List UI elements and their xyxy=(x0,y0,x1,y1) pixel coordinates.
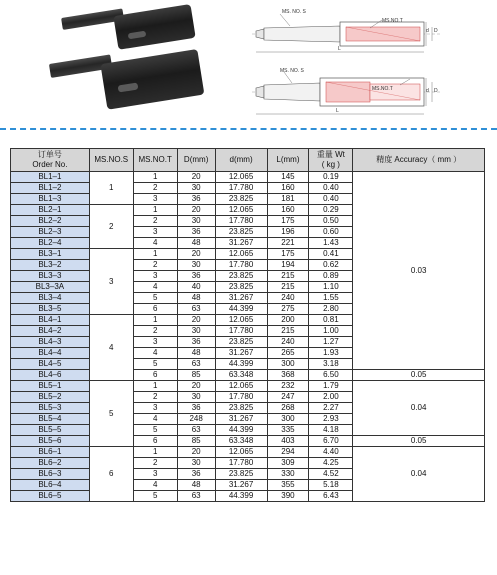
cell-d: 31.267 xyxy=(215,480,267,491)
cell-weight: 4.52 xyxy=(309,469,353,480)
cell-ms-t: 5 xyxy=(133,293,177,304)
table-row xyxy=(11,447,485,458)
cell-weight: 0.60 xyxy=(309,227,353,238)
cell-ms-t: 3 xyxy=(133,227,177,238)
cell-order-no: BL1–2 xyxy=(11,183,90,194)
cell-order-no: BL3–4 xyxy=(11,293,90,304)
cell-d: 31.267 xyxy=(215,238,267,249)
cell-L: 145 xyxy=(267,172,309,183)
cell-D: 30 xyxy=(177,260,215,271)
cell-order-no: BL2–3 xyxy=(11,227,90,238)
cell-ms-t: 2 xyxy=(133,326,177,337)
cell-weight: 0.62 xyxy=(309,260,353,271)
cell-weight: 2.80 xyxy=(309,304,353,315)
cell-order-no: BL3–3A xyxy=(11,282,90,293)
cell-L: 200 xyxy=(267,315,309,326)
cell-ms-t: 3 xyxy=(133,469,177,480)
cell-D: 40 xyxy=(177,282,215,293)
cell-order-no: BL5–2 xyxy=(11,392,90,403)
drawing-top-L-label: L xyxy=(338,46,341,52)
cell-accuracy: 0.04 xyxy=(353,381,485,436)
cell-d: 44.399 xyxy=(215,491,267,502)
cell-D: 63 xyxy=(177,425,215,436)
cell-ms-t: 2 xyxy=(133,183,177,194)
cell-ms-t: 4 xyxy=(133,480,177,491)
cell-D: 48 xyxy=(177,348,215,359)
cell-order-no: BL6–5 xyxy=(11,491,90,502)
cell-D: 36 xyxy=(177,403,215,414)
cell-D: 48 xyxy=(177,238,215,249)
header-accuracy: 精度 Accuracy（ mm ） xyxy=(353,149,485,172)
cell-D: 30 xyxy=(177,326,215,337)
cell-L: 194 xyxy=(267,260,309,271)
cell-order-no: BL6–1 xyxy=(11,447,90,458)
cell-ms-s: 4 xyxy=(89,315,133,381)
cell-D: 30 xyxy=(177,458,215,469)
table-row xyxy=(11,436,485,447)
cell-weight: 2.93 xyxy=(309,414,353,425)
cell-d: 17.780 xyxy=(215,392,267,403)
cell-weight: 0.50 xyxy=(309,216,353,227)
cell-ms-t: 1 xyxy=(133,172,177,183)
cell-weight: 0.89 xyxy=(309,271,353,282)
technical-drawing-bottom xyxy=(250,66,450,126)
spec-table xyxy=(10,148,485,502)
cell-D: 36 xyxy=(177,271,215,282)
cell-d: 12.065 xyxy=(215,381,267,392)
cell-order-no: BL4–4 xyxy=(11,348,90,359)
cell-L: 221 xyxy=(267,238,309,249)
cell-D: 63 xyxy=(177,491,215,502)
cell-L: 232 xyxy=(267,381,309,392)
cell-order-no: BL3–2 xyxy=(11,260,90,271)
cell-weight: 1.55 xyxy=(309,293,353,304)
cell-weight: 1.43 xyxy=(309,238,353,249)
cell-d: 17.780 xyxy=(215,326,267,337)
cell-weight: 1.10 xyxy=(309,282,353,293)
cell-order-no: BL6–3 xyxy=(11,469,90,480)
cell-L: 294 xyxy=(267,447,309,458)
cell-ms-t: 1 xyxy=(133,315,177,326)
cell-weight: 0.41 xyxy=(309,249,353,260)
cell-weight: 4.18 xyxy=(309,425,353,436)
cell-L: 268 xyxy=(267,403,309,414)
cell-order-no: BL1–3 xyxy=(11,194,90,205)
cell-L: 368 xyxy=(267,370,309,381)
cell-order-no: BL2–4 xyxy=(11,238,90,249)
header-ms-t: MS.NO.T xyxy=(133,149,177,172)
cell-order-no: BL5–3 xyxy=(11,403,90,414)
cell-d: 12.065 xyxy=(215,315,267,326)
cell-order-no: BL6–2 xyxy=(11,458,90,469)
cell-ms-t: 1 xyxy=(133,205,177,216)
cell-L: 300 xyxy=(267,359,309,370)
drawing-bottom-D-label: D xyxy=(434,88,438,94)
cell-ms-t: 2 xyxy=(133,216,177,227)
cell-L: 175 xyxy=(267,249,309,260)
drawing-top-ms-label: MS. NO. S xyxy=(282,9,306,15)
cell-order-no: BL3–1 xyxy=(11,249,90,260)
cell-d: 23.825 xyxy=(215,337,267,348)
cell-ms-t: 4 xyxy=(133,282,177,293)
cell-order-no: BL5–6 xyxy=(11,436,90,447)
cell-order-no: BL5–4 xyxy=(11,414,90,425)
cell-D: 63 xyxy=(177,304,215,315)
cell-ms-t: 3 xyxy=(133,194,177,205)
cell-D: 20 xyxy=(177,381,215,392)
cell-weight: 0.81 xyxy=(309,315,353,326)
cell-ms-t: 3 xyxy=(133,403,177,414)
cell-ms-s: 6 xyxy=(89,447,133,502)
cell-order-no: BL1–1 xyxy=(11,172,90,183)
cell-D: 36 xyxy=(177,227,215,238)
cell-d: 63.348 xyxy=(215,436,267,447)
product-illustration-area xyxy=(0,0,497,128)
cell-weight: 0.29 xyxy=(309,205,353,216)
cell-D: 20 xyxy=(177,249,215,260)
cell-order-no: BL5–1 xyxy=(11,381,90,392)
cell-D: 36 xyxy=(177,337,215,348)
cell-L: 309 xyxy=(267,458,309,469)
cell-D: 30 xyxy=(177,216,215,227)
cell-weight: 0.19 xyxy=(309,172,353,183)
cell-L: 265 xyxy=(267,348,309,359)
header-d: d(mm) xyxy=(215,149,267,172)
cell-D: 248 xyxy=(177,414,215,425)
cell-weight: 6.43 xyxy=(309,491,353,502)
header-D: D(mm) xyxy=(177,149,215,172)
cell-d: 17.780 xyxy=(215,183,267,194)
cell-ms-t: 5 xyxy=(133,359,177,370)
cell-L: 240 xyxy=(267,293,309,304)
cell-d: 23.825 xyxy=(215,282,267,293)
cell-d: 44.399 xyxy=(215,359,267,370)
cell-D: 85 xyxy=(177,436,215,447)
cell-ms-t: 4 xyxy=(133,348,177,359)
cell-ms-t: 2 xyxy=(133,260,177,271)
cell-weight: 1.93 xyxy=(309,348,353,359)
cell-ms-t: 2 xyxy=(133,458,177,469)
cell-ms-s: 3 xyxy=(89,249,133,315)
cell-d: 12.065 xyxy=(215,447,267,458)
cell-d: 31.267 xyxy=(215,293,267,304)
table-row xyxy=(11,381,485,392)
cell-accuracy: 0.05 xyxy=(353,370,485,381)
cell-L: 240 xyxy=(267,337,309,348)
cell-ms-t: 3 xyxy=(133,337,177,348)
cell-weight: 2.27 xyxy=(309,403,353,414)
cell-D: 20 xyxy=(177,205,215,216)
cell-L: 181 xyxy=(267,194,309,205)
cell-accuracy: 0.05 xyxy=(353,436,485,447)
drawing-bottom-ms-label: MS. NO. S xyxy=(280,68,304,74)
drawing-top-mt-label: MS.NO.T xyxy=(382,18,403,24)
cell-order-no: BL4–1 xyxy=(11,315,90,326)
cell-L: 275 xyxy=(267,304,309,315)
cell-D: 30 xyxy=(177,183,215,194)
cell-accuracy: 0.03 xyxy=(353,172,485,370)
cell-ms-t: 6 xyxy=(133,436,177,447)
cell-weight: 4.40 xyxy=(309,447,353,458)
cell-d: 23.825 xyxy=(215,469,267,480)
cell-weight: 2.00 xyxy=(309,392,353,403)
cell-L: 403 xyxy=(267,436,309,447)
cell-d: 12.065 xyxy=(215,249,267,260)
cell-ms-t: 6 xyxy=(133,370,177,381)
upper-sleeve xyxy=(113,4,195,50)
cell-weight: 0.40 xyxy=(309,183,353,194)
cell-D: 36 xyxy=(177,469,215,480)
cell-L: 160 xyxy=(267,205,309,216)
cell-L: 247 xyxy=(267,392,309,403)
cell-ms-t: 3 xyxy=(133,271,177,282)
drawing-bottom-mt-label: MS.NO.T xyxy=(372,86,393,92)
cell-d: 31.267 xyxy=(215,414,267,425)
cell-d: 23.825 xyxy=(215,271,267,282)
cell-order-no: BL2–2 xyxy=(11,216,90,227)
cell-D: 48 xyxy=(177,480,215,491)
cell-L: 215 xyxy=(267,271,309,282)
cell-weight: 3.18 xyxy=(309,359,353,370)
cell-D: 20 xyxy=(177,315,215,326)
cell-d: 63.348 xyxy=(215,370,267,381)
cell-ms-t: 2 xyxy=(133,392,177,403)
cell-accuracy: 0.04 xyxy=(353,447,485,502)
cell-ms-t: 1 xyxy=(133,249,177,260)
cell-weight: 5.18 xyxy=(309,480,353,491)
cell-weight: 1.27 xyxy=(309,337,353,348)
cell-ms-t: 4 xyxy=(133,414,177,425)
cell-D: 48 xyxy=(177,293,215,304)
cell-order-no: BL6–4 xyxy=(11,480,90,491)
cell-d: 44.399 xyxy=(215,425,267,436)
cell-d: 12.065 xyxy=(215,205,267,216)
cell-ms-t: 1 xyxy=(133,447,177,458)
cell-D: 63 xyxy=(177,359,215,370)
cell-L: 335 xyxy=(267,425,309,436)
cell-D: 36 xyxy=(177,194,215,205)
cell-ms-t: 6 xyxy=(133,304,177,315)
lower-sleeve xyxy=(100,49,204,110)
cell-d: 31.267 xyxy=(215,348,267,359)
cell-ms-t: 1 xyxy=(133,381,177,392)
cell-d: 23.825 xyxy=(215,194,267,205)
cell-L: 300 xyxy=(267,414,309,425)
cell-d: 23.825 xyxy=(215,227,267,238)
cell-L: 196 xyxy=(267,227,309,238)
cell-order-no: BL4–3 xyxy=(11,337,90,348)
drawing-bottom-d-label: d xyxy=(426,88,429,94)
cell-L: 355 xyxy=(267,480,309,491)
cell-d: 17.780 xyxy=(215,458,267,469)
header-weight: 重量 Wt ( kg ) xyxy=(309,149,353,172)
cell-order-no: BL4–5 xyxy=(11,359,90,370)
cell-D: 85 xyxy=(177,370,215,381)
header-ms-s: MS.NO.S xyxy=(89,149,133,172)
cell-L: 390 xyxy=(267,491,309,502)
technical-drawing-top xyxy=(250,8,450,58)
cell-ms-t: 4 xyxy=(133,238,177,249)
table-row xyxy=(11,172,485,183)
cell-order-no: BL2–1 xyxy=(11,205,90,216)
cell-d: 17.780 xyxy=(215,216,267,227)
cell-order-no: BL3–3 xyxy=(11,271,90,282)
table-body xyxy=(11,172,485,502)
cell-weight: 6.70 xyxy=(309,436,353,447)
section-divider xyxy=(0,128,497,130)
cell-d: 44.399 xyxy=(215,304,267,315)
cell-D: 20 xyxy=(177,447,215,458)
cell-D: 30 xyxy=(177,392,215,403)
table-header-row xyxy=(11,149,485,172)
cell-d: 12.065 xyxy=(215,172,267,183)
cell-L: 215 xyxy=(267,326,309,337)
cell-L: 215 xyxy=(267,282,309,293)
cell-ms-s: 1 xyxy=(89,172,133,205)
cell-D: 20 xyxy=(177,172,215,183)
cell-order-no: BL5–5 xyxy=(11,425,90,436)
cell-ms-s: 2 xyxy=(89,205,133,249)
cell-L: 330 xyxy=(267,469,309,480)
cell-ms-t: 5 xyxy=(133,491,177,502)
header-L: L(mm) xyxy=(267,149,309,172)
cell-weight: 4.25 xyxy=(309,458,353,469)
cell-ms-s: 5 xyxy=(89,381,133,447)
cell-order-no: BL3–5 xyxy=(11,304,90,315)
table-row xyxy=(11,370,485,381)
header-order: 订单号 Order No. xyxy=(11,149,90,172)
drawing-top-d-label: d xyxy=(426,28,429,34)
cell-d: 23.825 xyxy=(215,403,267,414)
cell-d: 17.780 xyxy=(215,260,267,271)
cell-weight: 1.79 xyxy=(309,381,353,392)
cell-order-no: BL4–2 xyxy=(11,326,90,337)
cell-ms-t: 5 xyxy=(133,425,177,436)
cell-weight: 6.50 xyxy=(309,370,353,381)
drawing-top-D-label: D xyxy=(434,28,438,34)
cell-weight: 0.40 xyxy=(309,194,353,205)
drawing-bottom-L-label: L xyxy=(336,108,339,114)
cell-L: 175 xyxy=(267,216,309,227)
cell-L: 160 xyxy=(267,183,309,194)
cell-weight: 1.00 xyxy=(309,326,353,337)
cell-order-no: BL4–6 xyxy=(11,370,90,381)
